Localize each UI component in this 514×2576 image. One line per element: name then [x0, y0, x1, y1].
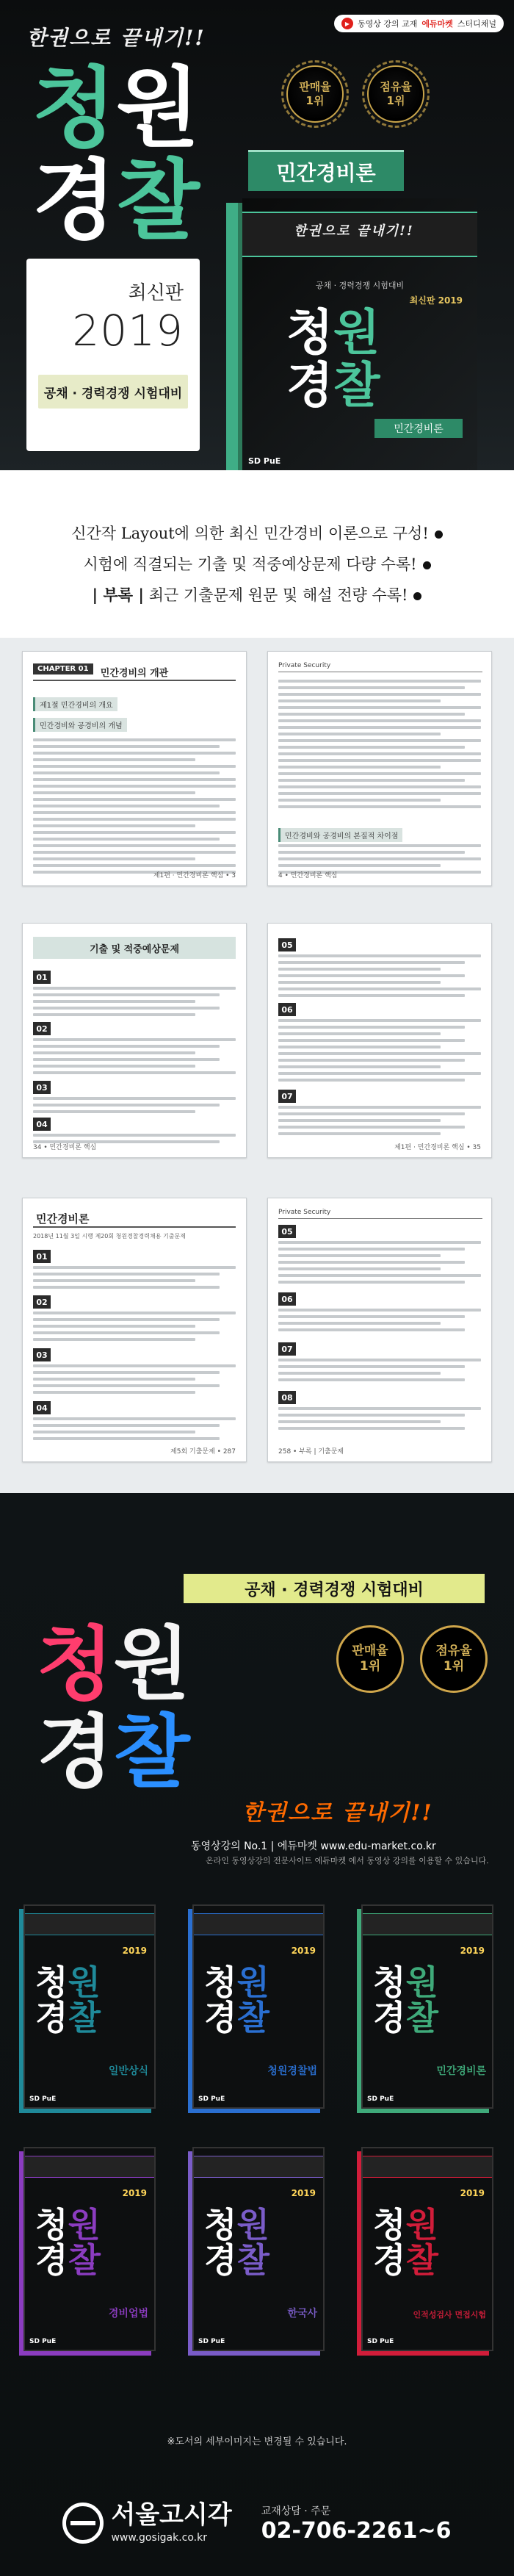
question-number: 03: [33, 1348, 51, 1361]
sample-page-6: [267, 1198, 492, 1462]
book-year: 2019: [291, 2188, 316, 2198]
book-subject: 민간경비론: [436, 2065, 486, 2077]
chapter-number: CHAPTER 01: [33, 663, 93, 674]
feature-bracket: | 부록 |: [92, 586, 144, 604]
title-char: 찰: [68, 1998, 101, 2038]
book-korean-history[interactable]: [192, 2147, 325, 2351]
badge-value: 1위: [359, 1659, 381, 1674]
brand-suffix: 스터디채널: [457, 19, 496, 29]
question-block: [33, 1364, 236, 1397]
bullet-icon: [423, 561, 431, 569]
order-contact: [261, 2503, 452, 2544]
publisher-name: 서울고시각: [111, 2500, 232, 2530]
book-guard-law[interactable]: [192, 1904, 325, 2109]
edition-card: [26, 259, 200, 451]
bullet-icon: [413, 592, 421, 600]
title-char: 찰: [236, 2240, 269, 2281]
edition-label: 최신판: [128, 282, 184, 304]
badge-sales-rank: [336, 1625, 404, 1693]
title-char: 원: [405, 1962, 438, 2002]
book-subject: 인적성검사 면접시험: [413, 2310, 486, 2320]
no1-subline: 온라인 동영상강의 전문사이트 에듀마켓 에서 동영상 강의를 이용할 수 있습니다.: [206, 1856, 489, 1866]
title-char: 경: [286, 357, 333, 414]
badge-label: 점유율: [435, 1644, 472, 1658]
publisher-logo[interactable]: [62, 2500, 232, 2544]
feature-line-3: [0, 583, 514, 605]
sample-pages-section: [0, 638, 514, 1493]
title-char: 원: [113, 1619, 190, 1710]
book-sub: 공채 · 경력경쟁 시험대비: [315, 281, 405, 290]
title-char: 청: [286, 304, 333, 361]
book-security-law[interactable]: [23, 2147, 156, 2351]
publisher-url[interactable]: www.gosigak.co.kr: [111, 2532, 207, 2544]
title-char: 청: [37, 1619, 114, 1710]
question-number: 08: [278, 1391, 296, 1404]
title-char: 청: [373, 1962, 406, 2002]
title-char: 찰: [236, 1998, 269, 2038]
title-char: 원: [116, 57, 200, 159]
question-block: [278, 954, 481, 1001]
title-char: 청: [35, 2205, 68, 2245]
book-publisher: SD PuE: [198, 2338, 225, 2345]
exam-bar: 공채 · 경력경쟁 시험대비: [38, 375, 188, 409]
book-year: 2019: [460, 1946, 485, 1956]
badge-share-rank: [367, 65, 424, 123]
title-char: 경: [32, 150, 116, 251]
page-title: 민간경비론: [33, 1210, 236, 1228]
question-number: 05: [278, 938, 296, 951]
feature-line-2: [0, 553, 514, 575]
footer: [0, 2470, 514, 2576]
question-number: 04: [33, 1401, 51, 1414]
question-number: 02: [33, 1295, 51, 1309]
title-char: 원: [405, 2205, 438, 2245]
edition-year: 2019: [72, 306, 184, 356]
title-char: 경: [204, 1998, 237, 2038]
book-subject-tag: 민간경비론: [374, 419, 463, 438]
question-number: 01: [33, 971, 51, 984]
sample-page-5: [22, 1198, 247, 1462]
image-note: ※도서의 세부이미지는 변경될 수 있습니다.: [167, 2436, 347, 2447]
contact-label: 교재상담 · 주문: [261, 2505, 331, 2517]
question-block: [278, 1309, 481, 1335]
title-char: 경: [35, 1998, 68, 2038]
badge-value: 1위: [443, 1659, 465, 1674]
question-block: [33, 1038, 236, 1078]
sample-page-4: [267, 923, 492, 1158]
features-section: [0, 470, 514, 638]
book-subject: 한국사: [287, 2308, 317, 2320]
title-char: 찰: [116, 150, 200, 251]
question-number: 04: [33, 1118, 51, 1131]
badge-share-rank: [420, 1625, 488, 1693]
question-block: [278, 1241, 481, 1287]
book-title-line1: [286, 304, 380, 361]
badge-sales-rank: [286, 65, 344, 123]
title-char: 청: [32, 57, 116, 159]
brand-pill[interactable]: [334, 15, 504, 32]
feature-line-1: [0, 522, 514, 544]
book-private-security[interactable]: [361, 1904, 493, 2109]
title-char: 찰: [113, 1707, 190, 1799]
question-number: 06: [278, 1292, 296, 1306]
title-char: 원: [68, 2205, 101, 2245]
title-char: 청: [204, 2205, 237, 2245]
badge-label: 점유율: [380, 80, 412, 93]
title-char: 청: [35, 1962, 68, 2002]
subject-tag: 민간경비론: [248, 150, 404, 191]
title-char: 원: [236, 1962, 269, 2002]
question-number: 01: [33, 1250, 51, 1263]
title-char: 경: [37, 1707, 114, 1799]
question-block: [33, 1312, 236, 1345]
book-version: 최신판 2019: [409, 295, 463, 306]
feature-text: 시험에 직결되는 기출 및 적중예상문제 다량 수록!: [83, 555, 417, 573]
question-block: [278, 1407, 481, 1433]
badge-label: 판매율: [352, 1644, 388, 1658]
section-chip: 제1절 민간경비의 개요: [33, 697, 117, 711]
book-general-knowledge[interactable]: [23, 1904, 156, 2109]
title-char: 경: [204, 2240, 237, 2281]
lineup-slogan: 한권으로 끝내기!!: [242, 1800, 433, 1826]
hand-slogan: 한권으로 끝내기!!: [26, 26, 206, 50]
page-footer: 제5회 기출문제 • 287: [170, 1448, 236, 1456]
chapter-title: [33, 663, 236, 681]
hero-title-line1: [32, 57, 200, 159]
chapter-name: 민간경비의 개관: [100, 667, 169, 679]
book-year: 2019: [122, 2188, 147, 2198]
title-char: 찰: [333, 357, 380, 414]
page-header: Private Security: [278, 1209, 482, 1219]
page-footer: 제1편 · 민간경비론 핵심 • 35: [394, 1144, 481, 1151]
play-icon: ▶: [341, 18, 353, 29]
question-number: 06: [278, 1003, 296, 1016]
question-number: 07: [278, 1090, 296, 1103]
brand-name: 에듀마켓: [421, 19, 453, 29]
sample-page-2: [267, 651, 492, 886]
feature-text: 신간작 Layout에 의한 최신 민간경비 이론으로 구성!: [71, 525, 429, 542]
badge-label: 판매율: [299, 80, 331, 93]
book-year: 2019: [460, 2188, 485, 2198]
body-text-block: [33, 738, 236, 877]
contact-phone[interactable]: 02-706-2261~6: [261, 2517, 452, 2544]
page-footer: 4 • 민간경비론 핵심: [278, 872, 338, 879]
page-footer: 제1편 · 민간경비론 핵심 • 3: [153, 872, 236, 879]
page-note: 2018년 11월 3일 시행 제20회 청원경찰경력채용 기출문제: [33, 1233, 186, 1240]
title-char: 원: [68, 1962, 101, 2002]
feature-text: 최근 기출문제 원문 및 해설 전량 수록!: [148, 586, 408, 604]
book-subject: 일반상식: [108, 2065, 148, 2077]
page-footer: 34 • 민간경비론 핵심: [33, 1144, 97, 1151]
subhead-chip: 민간경비와 공경비의 본질적 차이점: [278, 828, 402, 842]
hero-title-line2: [32, 150, 200, 251]
lineup-title-line2: [37, 1707, 190, 1799]
title-char: 찰: [405, 1998, 438, 2038]
question-block: [33, 1417, 236, 1444]
book-publisher: SD PuE: [248, 456, 281, 466]
question-block: [278, 1359, 481, 1385]
book-publisher: SD PuE: [29, 2095, 57, 2103]
title-char: 원: [236, 2205, 269, 2245]
book-cover: [242, 198, 477, 470]
title-char: 경: [373, 2240, 406, 2281]
hero-section: [0, 0, 514, 470]
question-block: [33, 1097, 236, 1117]
book-publisher: SD PuE: [198, 2095, 225, 2103]
no1-line[interactable]: 동영상강의 No.1 | 에듀마켓 www.edu-market.co.kr: [191, 1841, 436, 1852]
sample-page-1: [22, 651, 247, 886]
book-publisher: SD PuE: [29, 2338, 57, 2345]
book-year: 2019: [291, 1946, 316, 1956]
title-char: 원: [333, 304, 380, 361]
question-number: 05: [278, 1225, 296, 1238]
page-banner: 기출 및 적중예상문제: [33, 937, 236, 959]
question-block: [33, 1266, 236, 1292]
question-number: 02: [33, 1022, 51, 1035]
brand-prefix: 동영상 강의 교재: [357, 19, 418, 29]
title-char: 찰: [405, 2240, 438, 2281]
title-char: 찰: [68, 2240, 101, 2281]
title-char: 청: [373, 2205, 406, 2245]
page-footer: 258 • 부록 | 기출문제: [278, 1448, 344, 1456]
question-number: 03: [33, 1081, 51, 1094]
subhead-chip: 민간경비와 공경비의 개념: [33, 718, 127, 732]
book-subject: 청원경찰법: [267, 2065, 317, 2077]
badge-value: 1위: [305, 93, 325, 107]
body-text-block: [278, 680, 481, 812]
logo-icon: [62, 2503, 104, 2544]
title-char: 경: [35, 2240, 68, 2281]
book-title-line2: [286, 357, 380, 414]
book-publisher: SD PuE: [367, 2095, 394, 2103]
book-publisher: SD PuE: [367, 2338, 394, 2345]
book-aptitude-interview[interactable]: [361, 2147, 493, 2351]
question-block: [278, 1106, 481, 1139]
question-number: 07: [278, 1342, 296, 1356]
book-subject: 경비업법: [108, 2308, 148, 2320]
book-hand-slogan: 한권으로 끝내기!!: [294, 223, 414, 239]
title-char: 경: [373, 1998, 406, 2038]
exam-banner: 공채 · 경력경쟁 시험대비: [184, 1574, 485, 1603]
sample-page-3: [22, 923, 247, 1158]
page-header: Private Security: [278, 662, 482, 672]
question-block: [278, 1019, 481, 1085]
badge-value: 1위: [386, 93, 405, 107]
lineup-section: [0, 1493, 514, 2576]
title-char: 청: [204, 1962, 237, 2002]
book-year: 2019: [122, 1946, 147, 1956]
lineup-title-line1: [37, 1619, 190, 1710]
question-block: [33, 987, 236, 1020]
bullet-icon: [435, 530, 443, 539]
